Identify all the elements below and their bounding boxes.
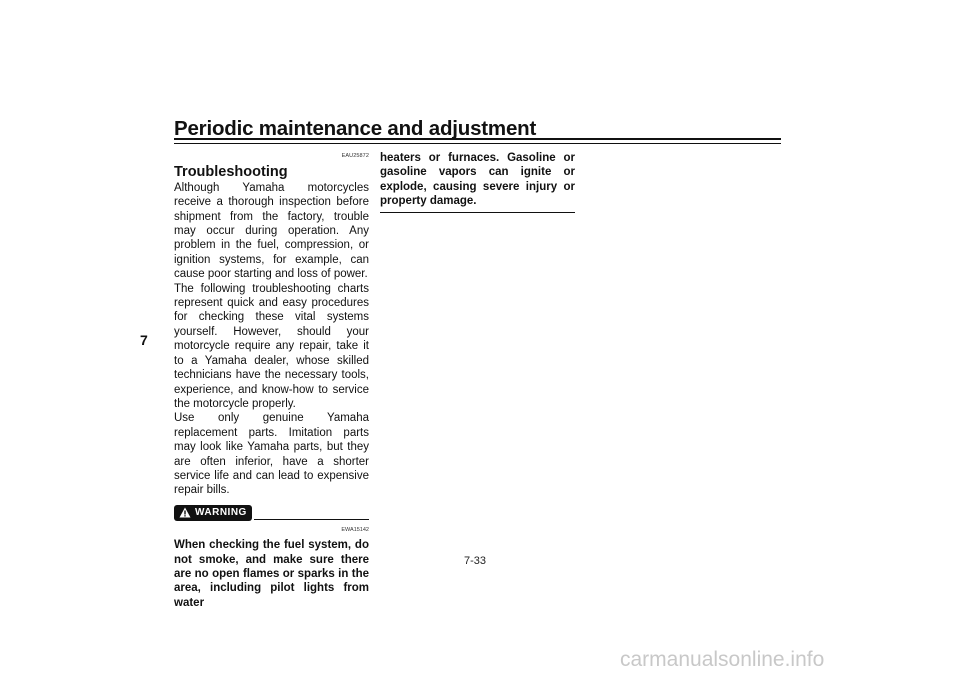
page-number: 7-33 (464, 555, 487, 567)
warning-label: WARNING (195, 506, 247, 518)
warning-text-part1: When checking the fuel system, do not smoke, and make sure there are no open flames or sparks in the area, including pilot lights from water (174, 539, 369, 609)
header-rule (174, 138, 781, 140)
page-title: Periodic maintenance and adjustment (174, 117, 537, 140)
warning-header (174, 503, 369, 521)
section-title: Troubleshooting (174, 164, 288, 181)
warning-rule (254, 519, 369, 520)
warning-badge (174, 505, 252, 521)
left-column (174, 149, 369, 610)
paragraph-3: Use only genuine Yamaha replacement parts. Imitation parts may look like Yamaha parts, but they are often inferior, have a shorter service life and can lead to expensive repair bills. (174, 412, 369, 497)
paragraph-2: The following troubleshooting charts represent quick and easy procedures for checking these vital systems yourself. However, should your motorcycle require any repair, take it to a Yamaha dealer, whose skilled technicians have the necessary tools, experience, and know-how to service the motorcycle properly. (174, 282, 369, 410)
warning-end-rule (380, 212, 575, 213)
warning-code: EWA15142 (341, 526, 369, 533)
chapter-tab: 7 (140, 332, 148, 348)
watermark: carmanualsonline.info (620, 648, 825, 671)
warning-triangle-icon (179, 507, 191, 518)
section-code: EAU25872 (341, 153, 369, 159)
right-column (380, 150, 575, 213)
warning-text-part2: heaters or furnaces. Gasoline or gasoline vapors can ignite or explode, causing severe injury or property damage. (380, 152, 575, 208)
header-rule-thin (174, 143, 781, 144)
paragraph-1: Although Yamaha motorcycles receive a thorough inspection before shipment from the factory, trouble may occur during operation. Any problem in the fuel, compression, or ignition systems, for example, can cause poor starting and loss of power. (174, 181, 369, 281)
